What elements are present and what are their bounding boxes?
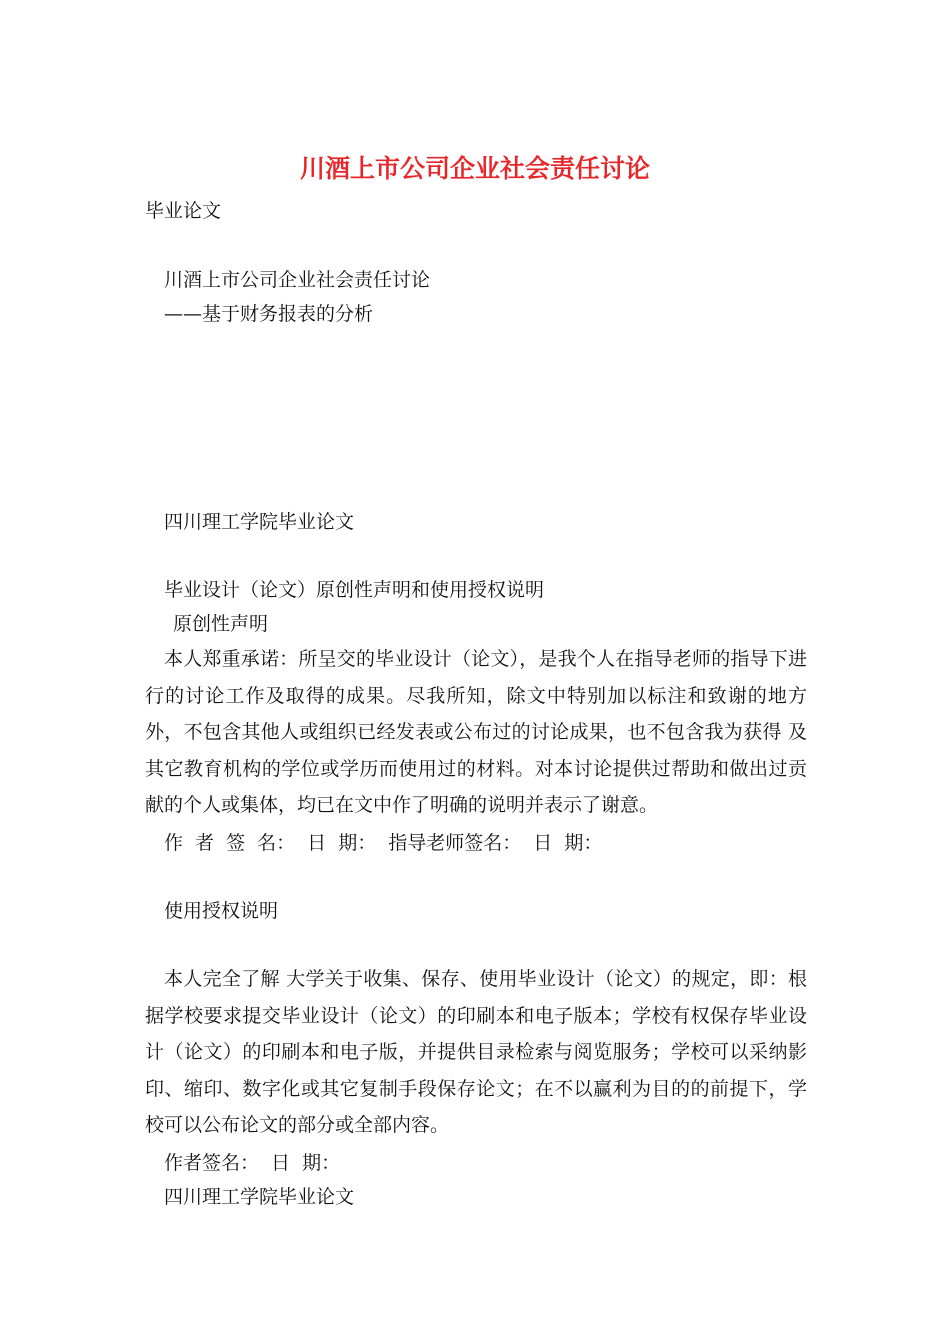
- originality-paragraph: 本人郑重承诺：所呈交的毕业设计（论文），是我个人在指导老师的指导下进行的讨论工作及取得的成果。尽我所知，除文中特别加以标注和致谢的地方外，不包含其他人或组织已经发表或公布过的讨论成果，也不包含我为获得 及其它教育机构的学位或学历而使用过的材料。对本讨论提供过帮助和做出过贡献的个人或集体，均已在文中作了明确的说明并表示了谢意。: [145, 648, 807, 816]
- school-name-footer: 四川理工学院毕业论文: [164, 1186, 355, 1208]
- school-name-line: 四川理工学院毕业论文: [164, 511, 355, 533]
- category-label: 毕业论文: [145, 200, 222, 222]
- originality-heading: 原创性声明: [173, 613, 269, 635]
- cover-title: 川酒上市公司企业社会责任讨论: [164, 269, 431, 291]
- document-title: 川酒上市公司企业社会责任讨论: [299, 154, 650, 183]
- signature-line-author: 作者签名： 日 期：: [164, 1152, 341, 1174]
- authorization-paragraph: 本人完全了解 大学关于收集、保存、使用毕业设计（论文）的规定，即：根据学校要求提交毕业设计（论文）的印刷本和电子版本；学校有权保存毕业设计（论文）的印刷本和电子版，并提供目录检索与阅览服务；学校可以采纳影印、缩印、数字化或其它复制手段保存论文；在不以赢利为目的的前提下，学校可以公布论文的部分或全部内容。: [145, 968, 807, 1136]
- signature-line-author-advisor: 作 者 签 名： 日 期： 指导老师签名： 日 期：: [164, 832, 603, 854]
- authorization-heading: 使用授权说明: [164, 900, 279, 922]
- cover-subtitle: ——基于财务报表的分析: [164, 303, 374, 325]
- declaration-heading: 毕业设计（论文）原创性声明和使用授权说明: [164, 579, 545, 601]
